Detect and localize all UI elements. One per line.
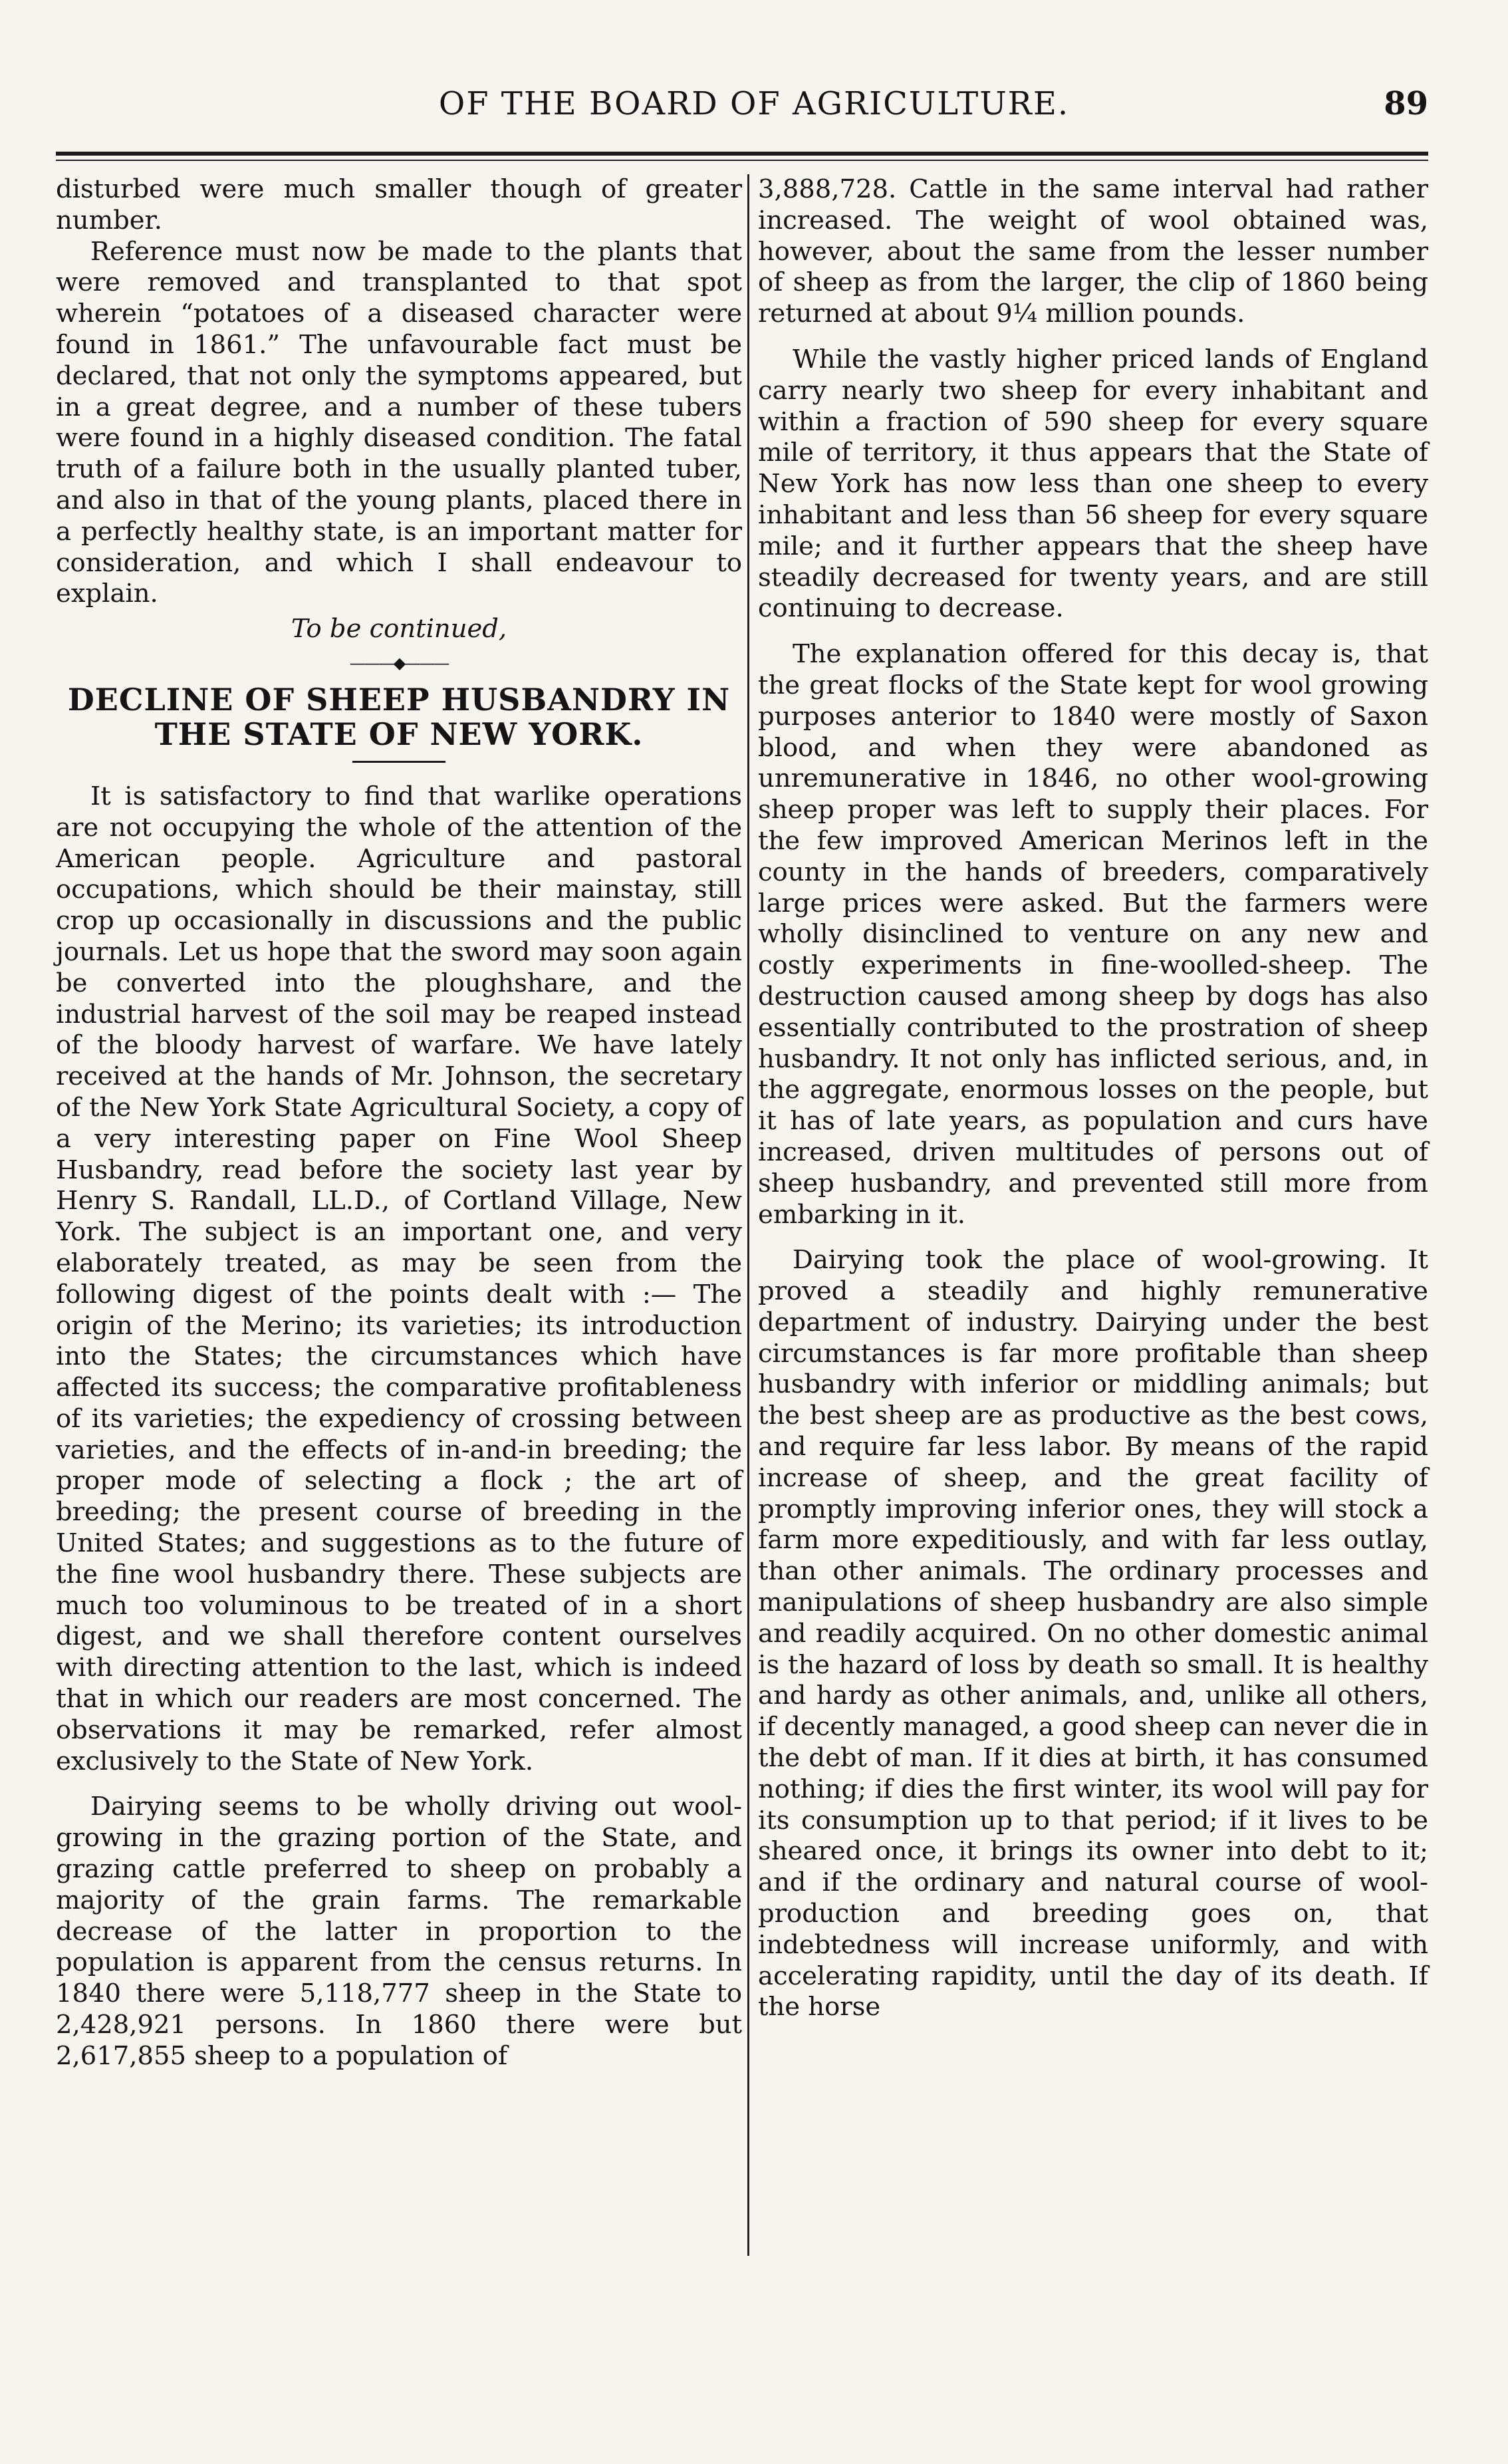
paragraph: The explanation offered for this decay is, that the great flocks of the State kept for wool growing purposes anterior to 1840 were mostly of Saxon blood, and when they were abandoned as unremunerative in 1846, no other wool-growing sheep proper was left to supply their places. For the few improved American Merinos left in the county in the hands of breeders, comparatively large prices were asked. But the farmers were wholly disinclined to venture on any new and costly experiments in fine-woolled-sheep. The destruction caused among sheep by dogs has also essentially contributed to the prostration of sheep husbandry. It not only has inflicted serious, and, in the aggregate, enormous losses on the people, but it has of late years, as population and curs have increased, driven multitudes of persons out of sheep husbandry, and prevented still more from embarking in it. bbox=[758, 639, 1428, 1230]
header-rule-thick bbox=[56, 152, 1428, 156]
column-divider bbox=[747, 174, 749, 2256]
paragraph: Reference must now be made to the plants that were removed and transplanted to that spot wherein “potatoes of a diseased character were found in 1861.” The unfavourable fact must be declared, that not only the symptoms appeared, but in a great degree, and a number of these tubers were found in a highly diseased condition. The fatal truth of a failure both in the usually planted tuber, and also in that of the young plants, placed there in a perfectly healthy state, is an important matter for consideration, and which I shall endeavour to explain. bbox=[56, 236, 742, 609]
article-title-line: THE STATE OF NEW YORK. bbox=[154, 716, 644, 752]
paragraph: Dairying seems to be wholly driving out wool-growing in the grazing portion of the State, and grazing cattle preferred to sheep on probably a majority of the grain farms. The remarkable decrease of the latter in proportion to the population is apparent from the census returns. In 1840 there were 5,118,777 sheep in the State to 2,428,921 persons. In 1860 there were but 2,617,855 sheep to a population of bbox=[56, 1792, 742, 2071]
header-rule-thin bbox=[56, 160, 1428, 161]
page-number: 89 bbox=[1384, 85, 1428, 122]
ornamental-rule: ———◆——— bbox=[349, 653, 449, 672]
running-head bbox=[80, 85, 1428, 138]
continuation-note: To be continued, bbox=[291, 614, 507, 644]
paragraph: It is satisfactory to find that warlike operations are not occupying the whole of the attention of the American people. Agriculture and pastoral occupations, which should be their mainstay, still crop up occasionally in discussions and the public journals. Let us hope that the sword may soon again be converted into the ploughshare, and the industrial harvest of the soil may be reaped instead of the bloody harvest of warfare. We have lately received at the hands of Mr. Johnson, the secretary of the New York State Agricultural Society, a copy of a very interesting paper on Fine Wool Sheep Husbandry, read before the society last year by Henry S. Randall, LL.D., of Cortland Village, New York. The subject is an important one, and very elaborately treated, as may be seen from the following digest of the points dealt with :— The origin of the Merino; its varieties; its introduction into the States; the circumstances which have affected its success; the comparative profitableness of its varieties; the expediency of crossing between varieties, and the effects of in-and-in breeding; the proper mode of selecting a flock ; the art of breeding; the present course of breeding in the United States; and suggestions as to the future of the fine wool husbandry there. These subjects are much too voluminous to be treated of in a short digest, and we shall therefore content ourselves with directing attention to the last, which is indeed that in which our readers are most concerned. The observations it may be remarked, refer almost exclusively to the State of New York. bbox=[56, 781, 742, 1776]
article-title bbox=[56, 682, 742, 752]
paragraph: While the vastly higher priced lands of England carry nearly two sheep for every inhabitant and within a fraction of 590 sheep for every square mile of territory, it thus appears that the State of New York has now less than one sheep to every inhabitant and less than 56 sheep for every square mile; and it further appears that the sheep have steadily decreased for twenty years, and are still continuing to decrease. bbox=[758, 344, 1428, 624]
paragraph: 3,888,728. Cattle in the same interval had rather increased. The weight of wool obtained was, however, about the same from the lesser number of sheep as from the larger, the clip of 1860 being returned at about 9¼ million pounds. bbox=[758, 174, 1428, 329]
title-rule bbox=[352, 761, 445, 763]
left-column bbox=[56, 174, 742, 2072]
paragraph: Dairying took the place of wool-growing. It proved a steadily and highly remunerative department of industry. Dairying under the best circumstances is far more profitable than sheep husbandry with inferior or middling animals; but the best sheep are as productive as the best cows, and require far less labor. By means of the rapid increase of sheep, and the great facility of promptly improving inferior ones, they will stock a farm more expeditiously, and with far less outlay, than other animals. The ordinary processes and manipulations of sheep husbandry are also simple and readily acquired. On no other domestic animal is the hazard of loss by death so small. It is healthy and hardy as other animals, and, unlike all others, if decently managed, a good sheep can never die in the debt of man. If it dies at birth, it has consumed nothing; if dies the first winter, its wool will pay for its consumption up to that period; if it lives to be sheared once, it brings its owner into debt to it; and if the ordinary and natural course of wool-production and breeding goes on, that indebtedness will increase uniformly, and with accelerating rapidity, until the day of its death. If the horse bbox=[758, 1245, 1428, 2022]
running-title: OF THE BOARD OF AGRICULTURE. bbox=[438, 85, 1070, 122]
article-title-line: DECLINE OF SHEEP HUSBANDRY IN bbox=[67, 681, 731, 718]
paragraph: disturbed were much smaller though of greater number. bbox=[56, 174, 742, 235]
right-column bbox=[758, 174, 1428, 2023]
